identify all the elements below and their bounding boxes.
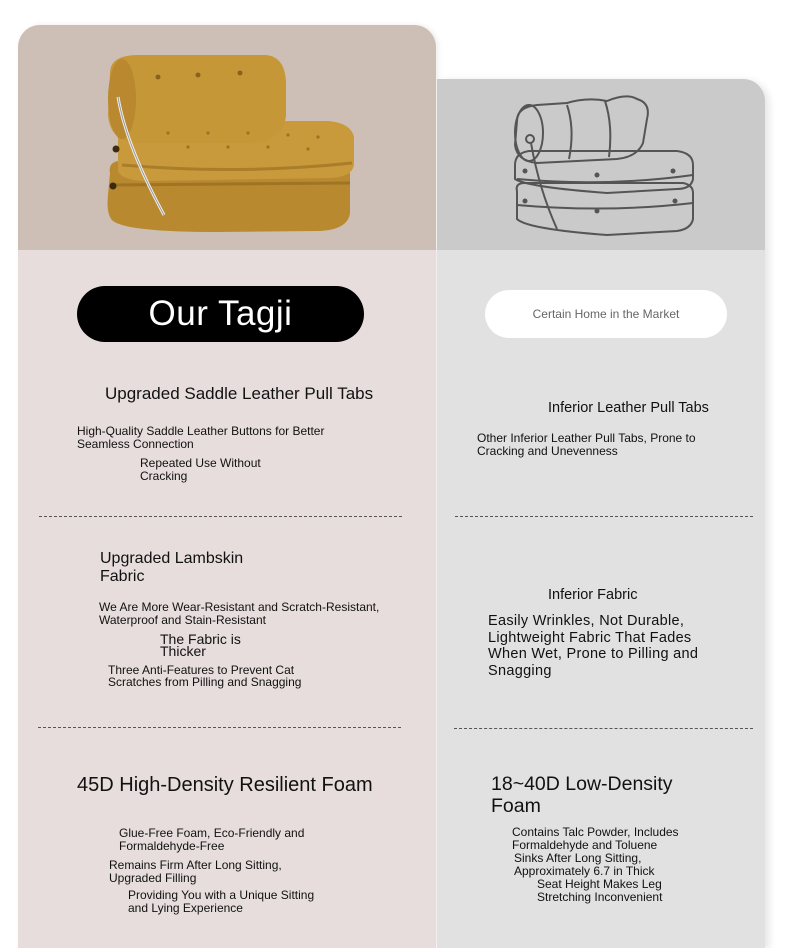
market-product-panel <box>437 79 765 948</box>
left-section-1-line-1: High-Quality Saddle Leather Buttons for Better Seamless Connection <box>77 424 325 451</box>
left-section-3-line-3: Providing You with a Unique Sitting and Lying Experience <box>128 888 315 915</box>
sofa-line-drawing <box>437 79 765 250</box>
sofa-photo <box>18 25 436 250</box>
right-section-1-title: Inferior Leather Pull Tabs <box>548 400 709 416</box>
left-section-3-line-2: Remains Firm After Long Sitting, Upgraded Filling <box>109 858 282 885</box>
left-section-2-line-3: Three Anti-Features to Prevent Cat Scratches from Pilling and Snagging <box>108 663 302 689</box>
right-section-3-line-3: Seat Height Makes Leg Stretching Inconvenient <box>537 877 663 904</box>
right-section-3-title: 18~40D Low-Density Foam <box>491 773 673 817</box>
market-brand-badge <box>485 290 727 338</box>
right-section-2-line-1: Easily Wrinkles, Not Durable, Lightweight Fabric That Fades When Wet, Prone to Pilling and Snagging <box>488 613 699 679</box>
right-section-2-title: Inferior Fabric <box>548 587 638 603</box>
right-section-3-line-2: Sinks After Long Sitting, Approximately 6.7 in Thick <box>514 851 655 878</box>
market-brand-badge-label: Certain Home in the Market <box>532 307 680 321</box>
left-section-2-line-2: The Fabric is Thicker <box>160 631 241 659</box>
left-section-1-title: Upgraded Saddle Leather Pull Tabs <box>105 384 374 403</box>
right-divider-1 <box>455 516 753 517</box>
right-divider-2 <box>454 728 753 729</box>
right-section-1-line-1: Other Inferior Leather Pull Tabs, Prone to Cracking and Unevenness <box>477 431 696 458</box>
our-brand-badge <box>77 286 364 342</box>
left-section-1-line-2: Repeated Use Without Cracking <box>140 456 261 483</box>
generic-sofa-bed-sketch-image <box>437 79 765 250</box>
left-divider-2 <box>38 727 401 728</box>
our-product-panel <box>18 25 436 948</box>
left-section-3-line-1: Glue-Free Foam, Eco-Friendly and Formaldehyde-Free <box>119 826 305 853</box>
mustard-sofa-bed-image <box>18 25 436 250</box>
right-section-3-line-1: Contains Talc Powder, Includes Formaldehyde and Toluene <box>512 825 679 852</box>
left-section-3-title: 45D High-Density Resilient Foam <box>77 774 373 796</box>
left-divider-1 <box>39 516 402 517</box>
our-brand-badge-label: Our Tagji <box>148 294 293 333</box>
left-section-2-line-1: We Are More Wear-Resistant and Scratch-Resistant, Waterproof and Stain-Resistant <box>99 600 380 627</box>
left-section-2-title: Upgraded Lambskin Fabric <box>100 550 244 585</box>
